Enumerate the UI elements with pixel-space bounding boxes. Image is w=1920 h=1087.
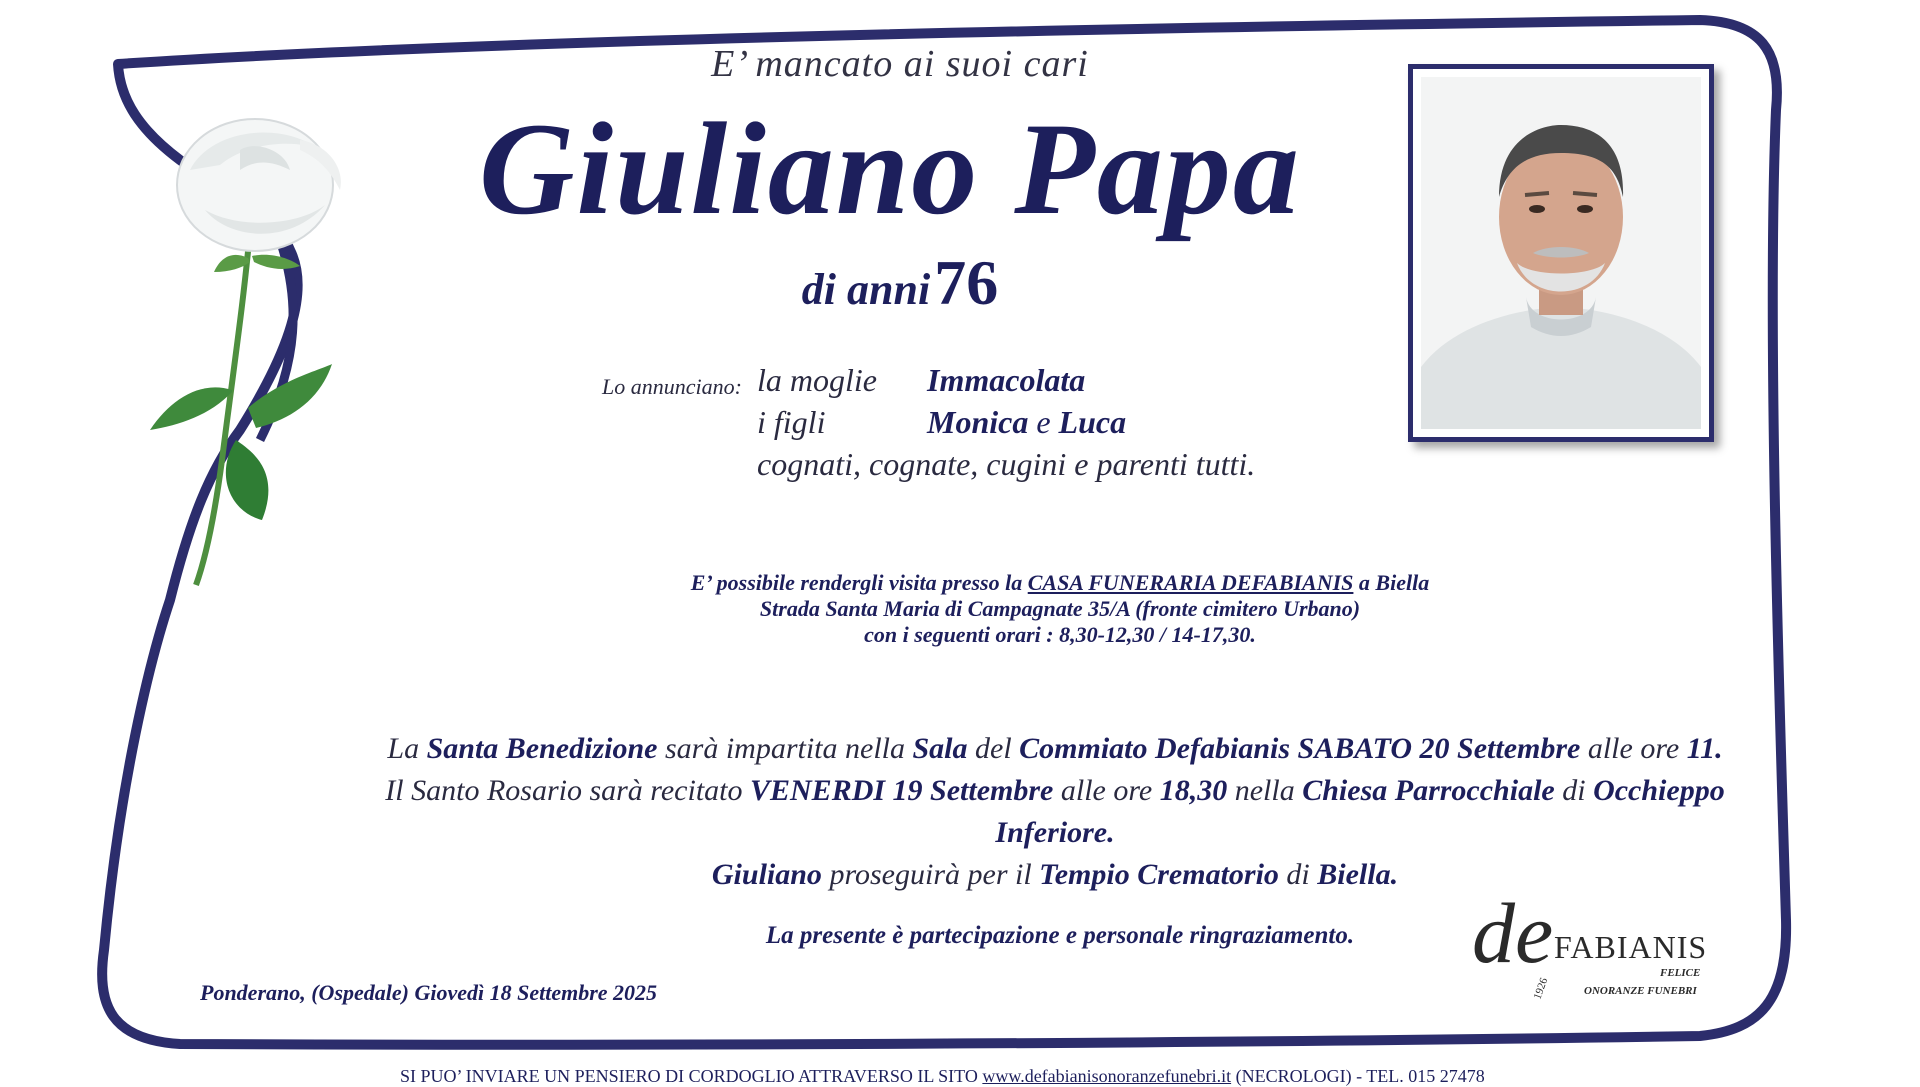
text: nella <box>1234 774 1295 807</box>
portrait-photo <box>1408 64 1714 442</box>
text-bold: Chiesa Parrocchiale <box>1302 774 1555 807</box>
visitation-info <box>560 570 1560 648</box>
announce-label: Lo annunciano: <box>602 374 742 399</box>
wife-name: Immacolata <box>927 362 1086 398</box>
text: La <box>387 732 420 765</box>
rose-illustration <box>150 119 341 585</box>
footer-website-link[interactable]: www.defabianisonoranzefunebri.it <box>982 1066 1232 1086</box>
relation-wife: la moglie <box>757 362 877 398</box>
text-bold: 18,30 <box>1159 774 1228 807</box>
logo-sub-felice: FELICE <box>1660 967 1701 979</box>
text-bold: Santa Benedizione <box>426 732 658 765</box>
relation-children: i figli <box>757 404 826 440</box>
logo-brand: FABIANIS <box>1554 929 1708 965</box>
visitation-city: a Biella <box>1358 570 1430 595</box>
child-name-1: Monica <box>927 404 1029 440</box>
text-bold: Giuliano <box>711 858 822 891</box>
children-joiner: e <box>1036 404 1051 440</box>
logo-mark: de <box>1472 885 1554 981</box>
funeral-home-logo <box>1470 870 1710 1010</box>
age-line <box>700 246 1100 320</box>
text: alle ore <box>1060 774 1153 807</box>
logo-sub-onoranze: ONORANZE FUNEBRI <box>1584 985 1697 997</box>
ceremony-line-1 <box>360 728 1750 770</box>
child-name-2: Luca <box>1058 404 1127 440</box>
visitation-address: Strada Santa Maria di Campagnate 35/A (fronte cimitero Urbano) <box>759 596 1361 621</box>
text-bold: Commiato Defabianis SABATO 20 Settembre <box>1019 732 1581 765</box>
text: del <box>975 732 1012 765</box>
place-date: Ponderano, (Ospedale) Giovedì 18 Settembre 2025 <box>200 980 658 1005</box>
thanks-line: La presente è partecipazione e personale ringraziamento. <box>765 922 1355 949</box>
footer-contact <box>400 1066 1920 1087</box>
footer-text: SI PUO’ INVIARE UN PENSIERO DI CORDOGLIO ATTRAVERSO IL SITO <box>400 1066 978 1086</box>
visitation-hours: con i seguenti orari : 8,30-12,30 / 14-17,30. <box>864 622 1256 647</box>
text-bold: 11. <box>1686 732 1723 765</box>
text-bold: VENERDI 19 Settembre <box>750 774 1054 807</box>
intro-line: E’ mancato ai suoi cari <box>711 43 1089 85</box>
text: Il Santo Rosario sarà recitato <box>385 774 743 807</box>
footer-phone: (NECROLOGI) - TEL. 015 27478 <box>1235 1066 1485 1086</box>
portrait-image <box>1421 77 1701 429</box>
ceremony-line-2 <box>360 770 1750 854</box>
other-relatives: cognati, cognate, cugini e parenti tutti. <box>757 446 1256 482</box>
visitation-prefix: E’ possibile rendergli visita presso la <box>690 570 1023 595</box>
text-bold: Occhieppo Inferiore. <box>995 774 1725 849</box>
text-bold: Biella. <box>1317 858 1399 891</box>
visitation-line-1 <box>560 570 1560 596</box>
text-bold: Tempio Crematorio <box>1039 858 1279 891</box>
children-names <box>927 404 1126 441</box>
text: sarà impartita nella <box>664 732 905 765</box>
age-value: 76 <box>934 247 999 318</box>
logo-year: 1926 <box>1531 976 1551 1002</box>
age-label: di anni <box>801 265 931 314</box>
text: di <box>1286 858 1310 891</box>
text-bold: Sala <box>912 732 968 765</box>
funeral-home-name: CASA FUNERARIA DEFABIANIS <box>1027 570 1354 595</box>
text: di <box>1562 774 1586 807</box>
text: alle ore <box>1587 732 1680 765</box>
deceased-name: Giuliano Papa <box>479 95 1301 242</box>
text: proseguirà per il <box>829 858 1032 891</box>
